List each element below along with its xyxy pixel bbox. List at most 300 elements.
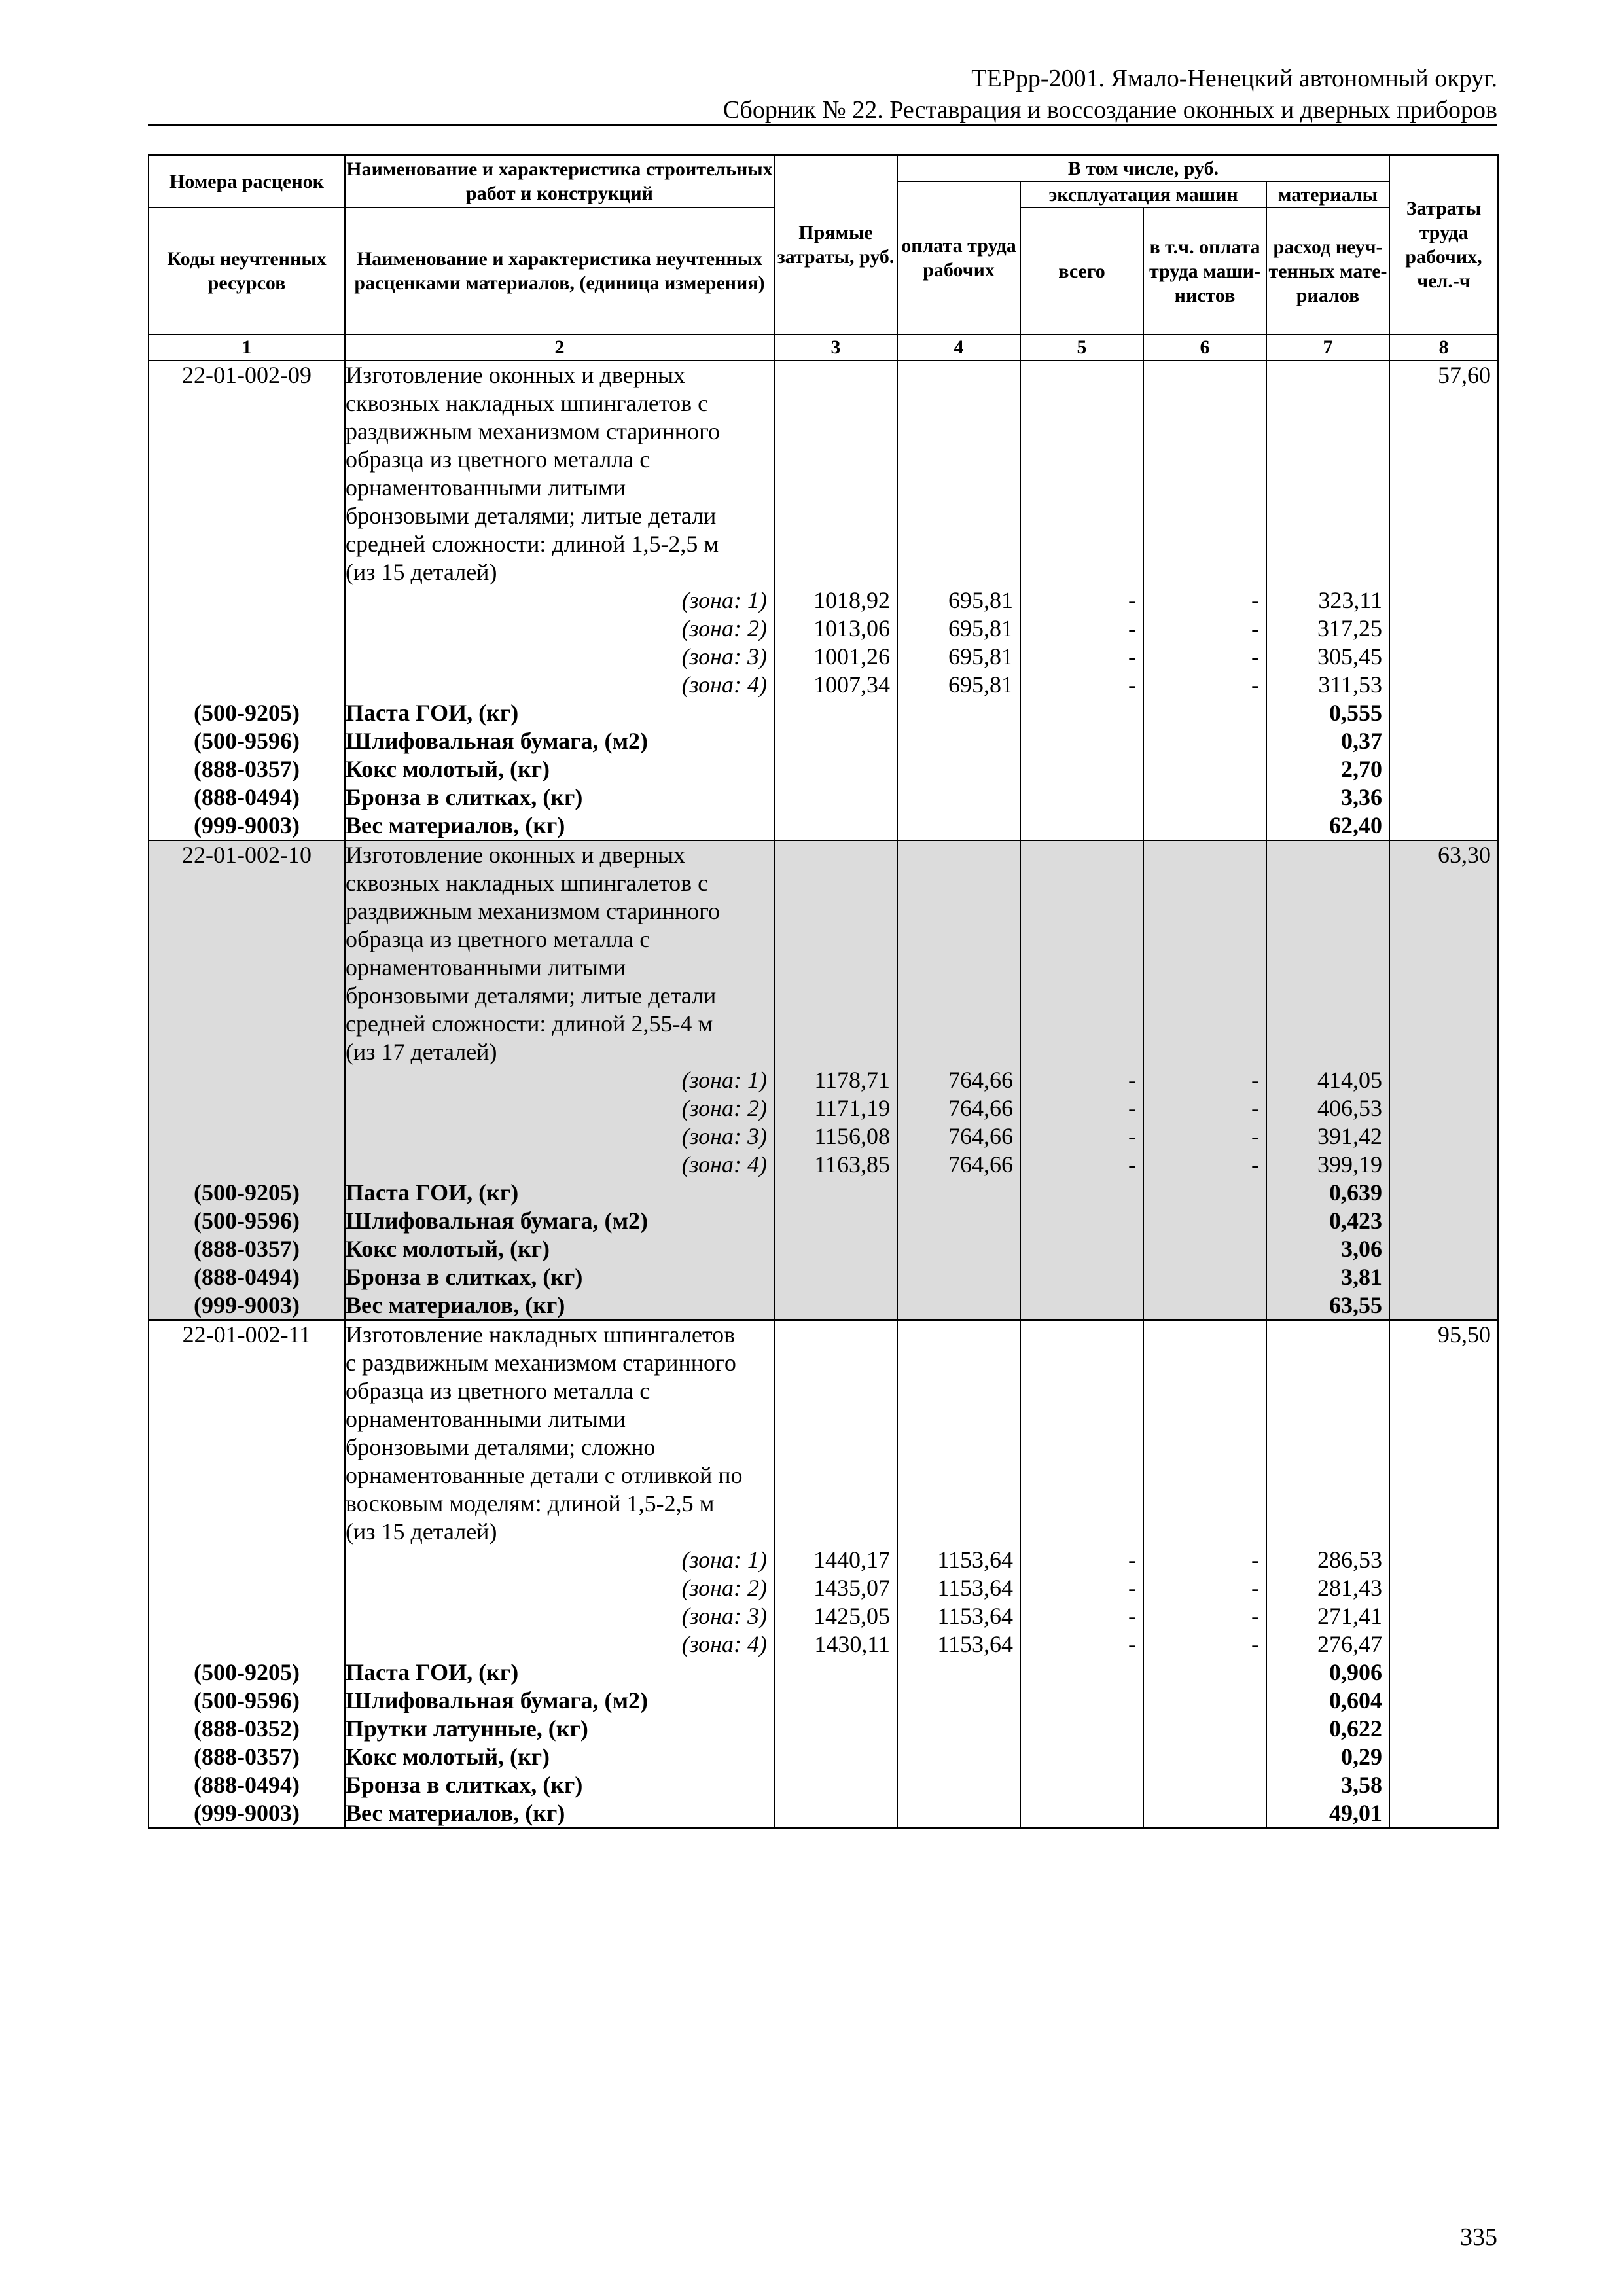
blank-line <box>1144 841 1266 869</box>
work-description-line: образца из цветного металла с <box>346 926 651 952</box>
resource-code: (888-0494) <box>194 1264 300 1290</box>
blank-line <box>898 389 1020 418</box>
blank-line <box>149 615 344 643</box>
machinist-wages-cell <box>1143 361 1266 840</box>
header-including: В том числе, руб. <box>897 155 1389 181</box>
resource-code: (500-9596) <box>194 728 300 754</box>
material-quantity: 3,06 <box>1341 1236 1383 1262</box>
labor-cell <box>1389 361 1498 840</box>
machines-total-value: - <box>1128 1151 1136 1177</box>
blank-line <box>775 530 897 558</box>
header-work-name: Наименование и характеристика строительных работ и конструкций <box>345 155 774 207</box>
materials-value: 323,11 <box>1318 587 1383 613</box>
blank-line <box>775 361 897 389</box>
material-quantity: 3,58 <box>1341 1772 1383 1798</box>
page-number: 335 <box>1460 2223 1497 2251</box>
blank-line <box>1021 954 1143 982</box>
blank-line <box>1144 1433 1266 1462</box>
blank-line <box>149 1151 344 1179</box>
blank-line <box>1144 502 1266 530</box>
blank-line <box>1021 1490 1143 1518</box>
machinist-wages-value: - <box>1251 1095 1259 1121</box>
machines-total-cell <box>1020 1320 1143 1828</box>
blank-line <box>775 1518 897 1546</box>
wages-value: 695,81 <box>948 672 1013 698</box>
blank-line <box>149 982 344 1010</box>
work-description-line: сквозных накладных шпингалетов с <box>346 390 709 416</box>
blank-line <box>149 1602 344 1630</box>
work-description-line: орнаментованные детали с отливкой по <box>346 1462 743 1488</box>
blank-line <box>898 1462 1020 1490</box>
blank-line <box>898 418 1020 446</box>
material-name: Вес материалов, (кг) <box>346 812 565 838</box>
blank-line <box>898 869 1020 897</box>
work-description-line: восковым моделям: длиной 1,5-2,5 м <box>346 1490 715 1516</box>
direct-costs-value: 1171,19 <box>814 1095 890 1121</box>
wages-value: 695,81 <box>948 615 1013 641</box>
resource-code: (999-9003) <box>194 812 300 838</box>
blank-line <box>149 1122 344 1151</box>
machines-total-value: - <box>1128 1631 1136 1657</box>
direct-costs-value: 1013,06 <box>813 615 890 641</box>
blank-line <box>149 1546 344 1574</box>
column-number: 1 <box>149 334 345 361</box>
work-description-line: бронзовыми деталями; литые детали <box>346 503 717 529</box>
blank-line <box>898 530 1020 558</box>
blank-line <box>149 558 344 586</box>
direct-costs-value: 1007,34 <box>813 672 890 698</box>
blank-line <box>1144 1405 1266 1433</box>
resource-code: (888-0494) <box>194 1772 300 1798</box>
material-name: Шлифовальная бумага, (м2) <box>346 728 648 754</box>
material-name: Паста ГОИ, (кг) <box>346 700 519 726</box>
work-description-line: средней сложности: длиной 1,5-2,5 м <box>346 531 719 557</box>
wages-cell <box>897 1320 1020 1828</box>
blank-line <box>1021 446 1143 474</box>
blank-line <box>149 925 344 954</box>
blank-line <box>1144 1321 1266 1349</box>
blank-line <box>149 1038 344 1066</box>
blank-line <box>149 1349 344 1377</box>
blank-line <box>775 841 897 869</box>
blank-line <box>898 1038 1020 1066</box>
blank-line <box>1267 446 1389 474</box>
material-name: Шлифовальная бумага, (м2) <box>346 1208 648 1234</box>
blank-line <box>775 1433 897 1462</box>
work-description-line: раздвижным механизмом старинного <box>346 418 720 444</box>
column-number: 2 <box>345 334 774 361</box>
blank-line <box>1267 474 1389 502</box>
blank-line <box>1144 1518 1266 1546</box>
rate-group-row <box>149 840 1498 1320</box>
material-name: Бронза в слитках, (кг) <box>346 1264 583 1290</box>
blank-line <box>898 446 1020 474</box>
blank-line <box>775 418 897 446</box>
blank-line <box>775 954 897 982</box>
resource-code: (888-0357) <box>194 756 300 782</box>
blank-line <box>898 1377 1020 1405</box>
column-number: 7 <box>1266 334 1389 361</box>
machines-total-value: - <box>1128 1547 1136 1573</box>
zone-label: (зона: 2) <box>681 1575 767 1601</box>
blank-line <box>775 1321 897 1349</box>
blank-line <box>1267 558 1389 586</box>
direct-costs-value: 1440,17 <box>813 1547 890 1573</box>
blank-line <box>775 502 897 530</box>
work-description-line: образца из цветного металла с <box>346 1378 651 1404</box>
zone-label: (зона: 4) <box>681 672 767 698</box>
blank-line <box>1267 1405 1389 1433</box>
material-name: Кокс молотый, (кг) <box>346 1236 550 1262</box>
material-quantity: 0,622 <box>1329 1715 1383 1742</box>
zone-label: (зона: 2) <box>681 1095 767 1121</box>
blank-line <box>898 1490 1020 1518</box>
resource-code: (888-0352) <box>194 1715 300 1742</box>
blank-line <box>1267 982 1389 1010</box>
column-number: 4 <box>897 334 1020 361</box>
material-quantity: 0,29 <box>1341 1744 1383 1770</box>
machinist-wages-value: - <box>1251 1151 1259 1177</box>
work-description-line: Изготовление оконных и дверных <box>346 842 686 868</box>
header-machines-total: всего <box>1020 207 1143 334</box>
machinist-wages-value: - <box>1251 672 1259 698</box>
machinist-wages-value: - <box>1251 1631 1259 1657</box>
description-cell <box>345 361 774 840</box>
description-cell <box>345 1320 774 1828</box>
machines-total-value: - <box>1128 1067 1136 1093</box>
header-labor-costs: Затраты труда рабочих, чел.-ч <box>1389 155 1498 334</box>
blank-line <box>1021 502 1143 530</box>
zone-label: (зона: 1) <box>681 587 767 613</box>
blank-line <box>775 982 897 1010</box>
machinist-wages-cell <box>1143 1320 1266 1828</box>
blank-line <box>775 1010 897 1038</box>
direct-costs-value: 1425,05 <box>813 1603 890 1629</box>
resource-code: (500-9205) <box>194 1659 300 1685</box>
wages-value: 1153,64 <box>937 1603 1013 1629</box>
blank-line <box>1267 418 1389 446</box>
blank-line <box>149 586 344 615</box>
machines-total-cell <box>1020 361 1143 840</box>
blank-line <box>898 1433 1020 1462</box>
column-number: 6 <box>1143 334 1266 361</box>
header-machine-operation: эксплуатация машин <box>1020 181 1266 207</box>
rate-code-cell <box>149 361 345 840</box>
resource-code: (500-9596) <box>194 1208 300 1234</box>
blank-line <box>1021 361 1143 389</box>
blank-line <box>1267 1462 1389 1490</box>
wages-value: 1153,64 <box>937 1547 1013 1573</box>
direct-costs-value: 1156,08 <box>814 1123 890 1149</box>
blank-line <box>1144 361 1266 389</box>
materials-value: 286,53 <box>1317 1547 1383 1573</box>
zone-label: (зона: 3) <box>681 1123 767 1149</box>
work-description-line: средней сложности: длиной 2,55-4 м <box>346 1011 713 1037</box>
blank-line <box>1021 841 1143 869</box>
header-worker-wages: оплата труда рабочих <box>897 181 1020 334</box>
resource-code: (500-9205) <box>194 1179 300 1206</box>
column-number: 3 <box>774 334 897 361</box>
wages-value: 1153,64 <box>937 1575 1013 1601</box>
materials-value: 414,05 <box>1317 1067 1383 1093</box>
blank-line <box>149 897 344 925</box>
blank-line <box>149 954 344 982</box>
blank-line <box>1021 1518 1143 1546</box>
work-description-line: сквозных накладных шпингалетов с <box>346 870 709 896</box>
machinist-wages-value: - <box>1251 587 1259 613</box>
blank-line <box>149 1630 344 1659</box>
blank-line <box>775 389 897 418</box>
labor-value: 95,50 <box>1438 1321 1491 1348</box>
wages-cell <box>897 840 1020 1320</box>
blank-line <box>1021 1433 1143 1462</box>
resource-code: (888-0494) <box>194 784 300 810</box>
blank-line <box>1144 418 1266 446</box>
machinist-wages-value: - <box>1251 1123 1259 1149</box>
material-quantity: 0,604 <box>1329 1687 1383 1713</box>
materials-cell <box>1266 361 1389 840</box>
blank-line <box>898 925 1020 954</box>
wages-value: 764,66 <box>948 1123 1013 1149</box>
collection-subtitle: Сборник № 22. Реставрация и воссоздание оконных и дверных приборов <box>722 96 1497 124</box>
blank-line <box>1021 1462 1143 1490</box>
blank-line <box>149 1574 344 1602</box>
blank-line <box>1144 530 1266 558</box>
blank-line <box>1144 1490 1266 1518</box>
blank-line <box>775 1490 897 1518</box>
header-material-name: Наименование и характеристика неучтенных расценками материалов, (единица измерения) <box>345 207 774 334</box>
machines-total-value: - <box>1128 1575 1136 1601</box>
material-quantity: 49,01 <box>1329 1800 1383 1826</box>
blank-line <box>1144 1010 1266 1038</box>
blank-line <box>1144 389 1266 418</box>
blank-line <box>1021 389 1143 418</box>
blank-line <box>149 1010 344 1038</box>
blank-line <box>1021 1349 1143 1377</box>
direct-costs-cell <box>774 840 897 1320</box>
labor-cell <box>1389 1320 1498 1828</box>
blank-line <box>775 446 897 474</box>
material-name: Кокс молотый, (кг) <box>346 1744 550 1770</box>
machinist-wages-cell <box>1143 840 1266 1320</box>
blank-line <box>1267 1518 1389 1546</box>
blank-line <box>898 1321 1020 1349</box>
blank-line <box>898 954 1020 982</box>
blank-line <box>1144 897 1266 925</box>
blank-line <box>898 502 1020 530</box>
material-name: Бронза в слитках, (кг) <box>346 784 583 810</box>
blank-line <box>149 530 344 558</box>
machinist-wages-value: - <box>1251 1067 1259 1093</box>
blank-line <box>898 1405 1020 1433</box>
page-header <box>148 63 1497 126</box>
machines-total-cell <box>1020 840 1143 1320</box>
work-description-line: орнаментованными литыми <box>346 475 626 501</box>
zone-label: (зона: 4) <box>681 1151 767 1177</box>
blank-line <box>149 389 344 418</box>
material-name: Шлифовальная бумага, (м2) <box>346 1687 648 1713</box>
blank-line <box>149 474 344 502</box>
material-name: Прутки латунные, (кг) <box>346 1715 588 1742</box>
blank-line <box>1267 897 1389 925</box>
work-description-line: (из 15 деталей) <box>346 1518 497 1545</box>
machines-total-value: - <box>1128 587 1136 613</box>
material-name: Вес материалов, (кг) <box>346 1800 565 1826</box>
direct-costs-value: 1001,26 <box>813 643 890 670</box>
blank-line <box>1144 982 1266 1010</box>
wages-value: 764,66 <box>948 1151 1013 1177</box>
blank-line <box>1267 389 1389 418</box>
blank-line <box>1267 1010 1389 1038</box>
machinist-wages-value: - <box>1251 643 1259 670</box>
wages-value: 764,66 <box>948 1067 1013 1093</box>
resource-code: (999-9003) <box>194 1800 300 1826</box>
blank-line <box>775 558 897 586</box>
resource-code: (500-9205) <box>194 700 300 726</box>
blank-line <box>149 869 344 897</box>
blank-line <box>149 1490 344 1518</box>
blank-line <box>1267 1490 1389 1518</box>
materials-value: 276,47 <box>1317 1631 1383 1657</box>
work-description-line: орнаментованными литыми <box>346 1406 626 1432</box>
blank-line <box>898 474 1020 502</box>
blank-line <box>1267 925 1389 954</box>
machines-total-value: - <box>1128 615 1136 641</box>
rate-code: 22-01-002-09 <box>182 362 312 388</box>
material-name: Кокс молотый, (кг) <box>346 756 550 782</box>
blank-line <box>1267 1349 1389 1377</box>
header-material-consumption: расход неуч-тенных мате-риалов <box>1266 207 1389 334</box>
blank-line <box>775 1038 897 1066</box>
material-name: Паста ГОИ, (кг) <box>346 1179 519 1206</box>
blank-line <box>1021 558 1143 586</box>
rate-code: 22-01-002-11 <box>182 1321 312 1348</box>
direct-costs-value: 1163,85 <box>814 1151 890 1177</box>
blank-line <box>898 361 1020 389</box>
zone-label: (зона: 4) <box>681 1631 767 1657</box>
blank-line <box>1021 925 1143 954</box>
blank-line <box>1267 1038 1389 1066</box>
materials-value: 317,25 <box>1317 615 1383 641</box>
resource-code: (500-9596) <box>194 1687 300 1713</box>
materials-cell <box>1266 1320 1389 1828</box>
materials-cell <box>1266 840 1389 1320</box>
column-number: 8 <box>1389 334 1498 361</box>
description-cell <box>345 840 774 1320</box>
material-quantity: 0,555 <box>1329 700 1383 726</box>
machines-total-value: - <box>1128 643 1136 670</box>
wages-value: 1153,64 <box>937 1631 1013 1657</box>
material-quantity: 2,70 <box>1341 756 1383 782</box>
header-materials: материалы <box>1266 181 1389 207</box>
blank-line <box>1021 869 1143 897</box>
blank-line <box>149 1462 344 1490</box>
blank-line <box>775 869 897 897</box>
blank-line <box>1144 558 1266 586</box>
rate-group-row <box>149 361 1498 840</box>
blank-line <box>1021 474 1143 502</box>
machines-total-value: - <box>1128 1123 1136 1149</box>
blank-line <box>898 1010 1020 1038</box>
blank-line <box>775 1349 897 1377</box>
zone-label: (зона: 1) <box>681 1547 767 1573</box>
machines-total-value: - <box>1128 1603 1136 1629</box>
rates-table <box>148 154 1499 1829</box>
blank-line <box>1267 954 1389 982</box>
blank-line <box>1267 1433 1389 1462</box>
blank-line <box>898 841 1020 869</box>
material-name: Паста ГОИ, (кг) <box>346 1659 519 1685</box>
machinist-wages-value: - <box>1251 1603 1259 1629</box>
blank-line <box>898 897 1020 925</box>
blank-line <box>1144 869 1266 897</box>
machines-total-value: - <box>1128 672 1136 698</box>
machinist-wages-value: - <box>1251 615 1259 641</box>
blank-line <box>149 671 344 699</box>
blank-line <box>898 1349 1020 1377</box>
blank-line <box>775 925 897 954</box>
work-description-line: с раздвижным механизмом старинного <box>346 1350 736 1376</box>
blank-line <box>1267 869 1389 897</box>
direct-costs-cell <box>774 361 897 840</box>
material-quantity: 3,36 <box>1341 784 1383 810</box>
rate-code-cell <box>149 1320 345 1828</box>
blank-line <box>1267 361 1389 389</box>
blank-line <box>149 1518 344 1546</box>
materials-value: 305,45 <box>1317 643 1383 670</box>
material-quantity: 0,639 <box>1329 1179 1383 1206</box>
work-description-line: орнаментованными литыми <box>346 954 626 980</box>
blank-line <box>1021 1321 1143 1349</box>
blank-line <box>149 643 344 671</box>
wages-value: 695,81 <box>948 643 1013 670</box>
materials-value: 311,53 <box>1318 672 1383 698</box>
materials-value: 391,42 <box>1317 1123 1383 1149</box>
work-description-line: (из 17 деталей) <box>346 1039 497 1065</box>
wages-cell <box>897 361 1020 840</box>
blank-line <box>149 446 344 474</box>
header-rate-numbers: Номера расценок <box>149 155 345 207</box>
work-description-line: (из 15 деталей) <box>346 559 497 585</box>
blank-line <box>149 1377 344 1405</box>
blank-line <box>1144 954 1266 982</box>
blank-line <box>1144 1462 1266 1490</box>
machines-total-value: - <box>1128 1095 1136 1121</box>
direct-costs-value: 1178,71 <box>814 1067 890 1093</box>
material-quantity: 0,423 <box>1329 1208 1383 1234</box>
materials-value: 399,19 <box>1317 1151 1383 1177</box>
material-quantity: 62,40 <box>1329 812 1383 838</box>
blank-line <box>898 982 1020 1010</box>
resource-code: (888-0357) <box>194 1744 300 1770</box>
resource-code: (999-9003) <box>194 1292 300 1318</box>
blank-line <box>775 1377 897 1405</box>
blank-line <box>1144 474 1266 502</box>
header-resource-codes: Коды неучтенных ресурсов <box>149 207 345 334</box>
collection-title: ТЕРрр-2001. Ямало-Ненецкий автономный округ. <box>971 65 1497 92</box>
blank-line <box>1021 418 1143 446</box>
blank-line <box>775 474 897 502</box>
blank-line <box>1267 1321 1389 1349</box>
blank-line <box>149 1066 344 1094</box>
blank-line <box>775 897 897 925</box>
blank-line <box>1267 530 1389 558</box>
direct-costs-value: 1435,07 <box>813 1575 890 1601</box>
material-name: Бронза в слитках, (кг) <box>346 1772 583 1798</box>
blank-line <box>1021 1010 1143 1038</box>
blank-line <box>1021 1405 1143 1433</box>
header-divider <box>148 124 1497 126</box>
